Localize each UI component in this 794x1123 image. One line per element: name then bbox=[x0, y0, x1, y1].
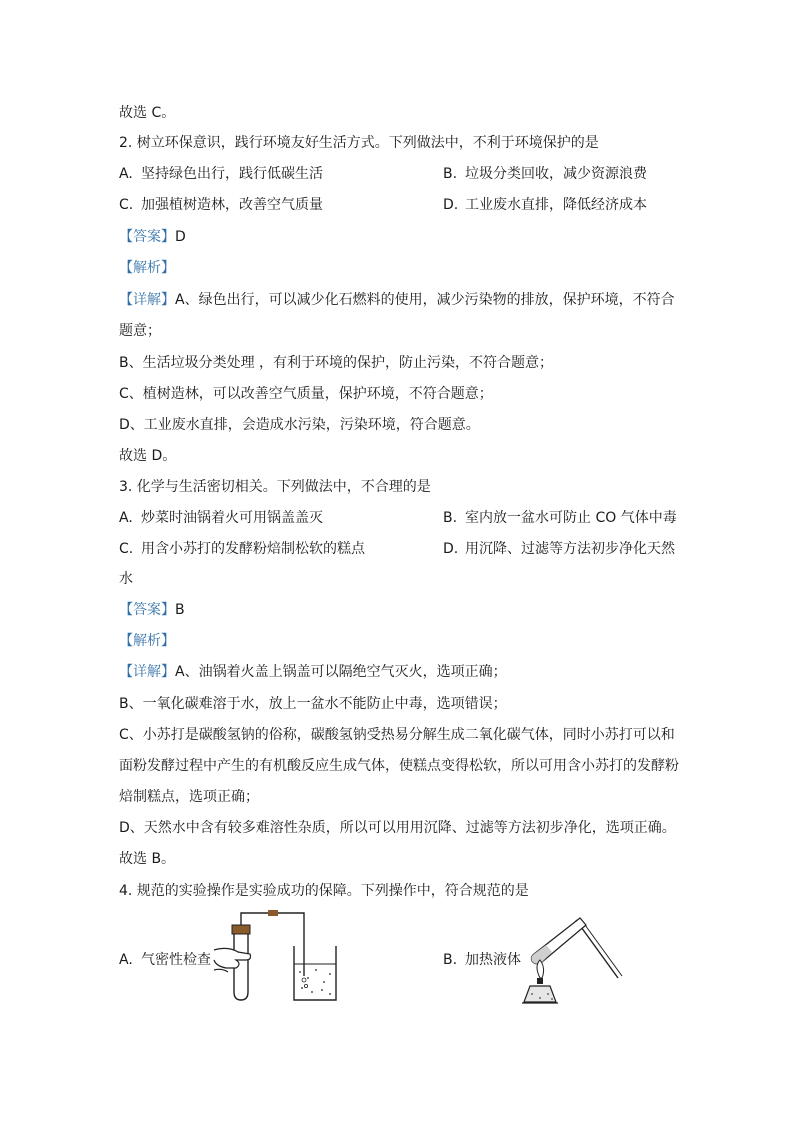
question-3: 3. 化学与生活密切相关。下列做法中，不合理的是 bbox=[119, 479, 431, 495]
q3-option-c: C. 用含小苏打的发酵粉焙制松软的糕点 bbox=[119, 541, 365, 557]
airtightness-check-figure bbox=[212, 908, 352, 1008]
q3-option-b: B. 室内放一盆水可防止 CO 气体中毒 bbox=[443, 510, 677, 526]
question-2: 2. 树立环保意识，践行环境友好生活方式。下列做法中，不利于环境保护的是 bbox=[119, 135, 599, 151]
q3-option-a: A. 炒菜时油锅着火可用锅盖盖灭 bbox=[119, 510, 323, 526]
question-4: 4. 规范的实验操作是实验成功的保障。下列操作中，符合规范的是 bbox=[119, 883, 529, 899]
q2-detail-1b: 题意； bbox=[119, 323, 161, 339]
q2-detail-2: B、生活垃圾分类处理 ，有利于环境的保护，防止污染，不符合题意； bbox=[119, 355, 554, 371]
q3-detail-3b: 面粉发酵过程中产生的有机酸反应生成气体，使糕点变得松软，所以可用含小苏打的发酵粉 bbox=[119, 758, 679, 774]
conclusion-q1: 故选 C。 bbox=[119, 105, 176, 121]
heating-liquid-figure bbox=[518, 908, 638, 1008]
q3-answer: 【答案】B bbox=[119, 602, 185, 618]
q3-option-d-continued: 水 bbox=[119, 571, 133, 587]
q4-option-b: B. 加热液体 bbox=[443, 952, 521, 968]
q2-analysis-label: 【解析】 bbox=[119, 260, 175, 276]
q3-detail-3: C、小苏打是碳酸氢钠的俗称，碳酸氢钠受热易分解生成二氧化碳气体，同时小苏打可以和 bbox=[119, 727, 675, 743]
q3-detail-4: D、天然水中含有较多难溶性杂质，所以可以用用沉降、过滤等方法初步净化，选项正确。 bbox=[119, 820, 676, 836]
q3-detail-3c: 焙制糕点，选项正确； bbox=[119, 789, 259, 805]
q3-analysis-label: 【解析】 bbox=[119, 633, 175, 649]
conclusion-q3: 故选 B。 bbox=[119, 851, 176, 867]
q4-option-a: A. 气密性检查 bbox=[119, 952, 211, 968]
conclusion-q2: 故选 D。 bbox=[119, 448, 177, 464]
q2-option-a: A. 坚持绿色出行，践行低碳生活 bbox=[119, 166, 323, 182]
q3-option-d: D. 用沉降、过滤等方法初步净化天然 bbox=[443, 541, 675, 557]
q3-detail-2: B、一氧化碳难溶于水，放上一盆水不能防止中毒，选项错误； bbox=[119, 696, 507, 712]
q2-answer: 【答案】D bbox=[119, 229, 186, 245]
q2-option-d: D. 工业废水直排，降低经济成本 bbox=[443, 197, 647, 213]
q2-option-c: C. 加强植树造林，改善空气质量 bbox=[119, 197, 323, 213]
q2-detail-4: D、工业废水直排，会造成水污染，污染环境，符合题意。 bbox=[119, 417, 480, 433]
q2-detail-1: 【详解】A、绿色出行，可以减少化石燃料的使用，减少污染物的排放，保护环境，不符合 bbox=[119, 292, 675, 308]
q2-option-b: B. 垃圾分类回收，减少资源浪费 bbox=[443, 166, 647, 182]
q3-detail-1: 【详解】A、油锅着火盖上锅盖可以隔绝空气灭火，选项正确； bbox=[119, 664, 507, 680]
q2-detail-3: C、植树造林，可以改善空气质量，保护环境，不符合题意； bbox=[119, 386, 493, 402]
